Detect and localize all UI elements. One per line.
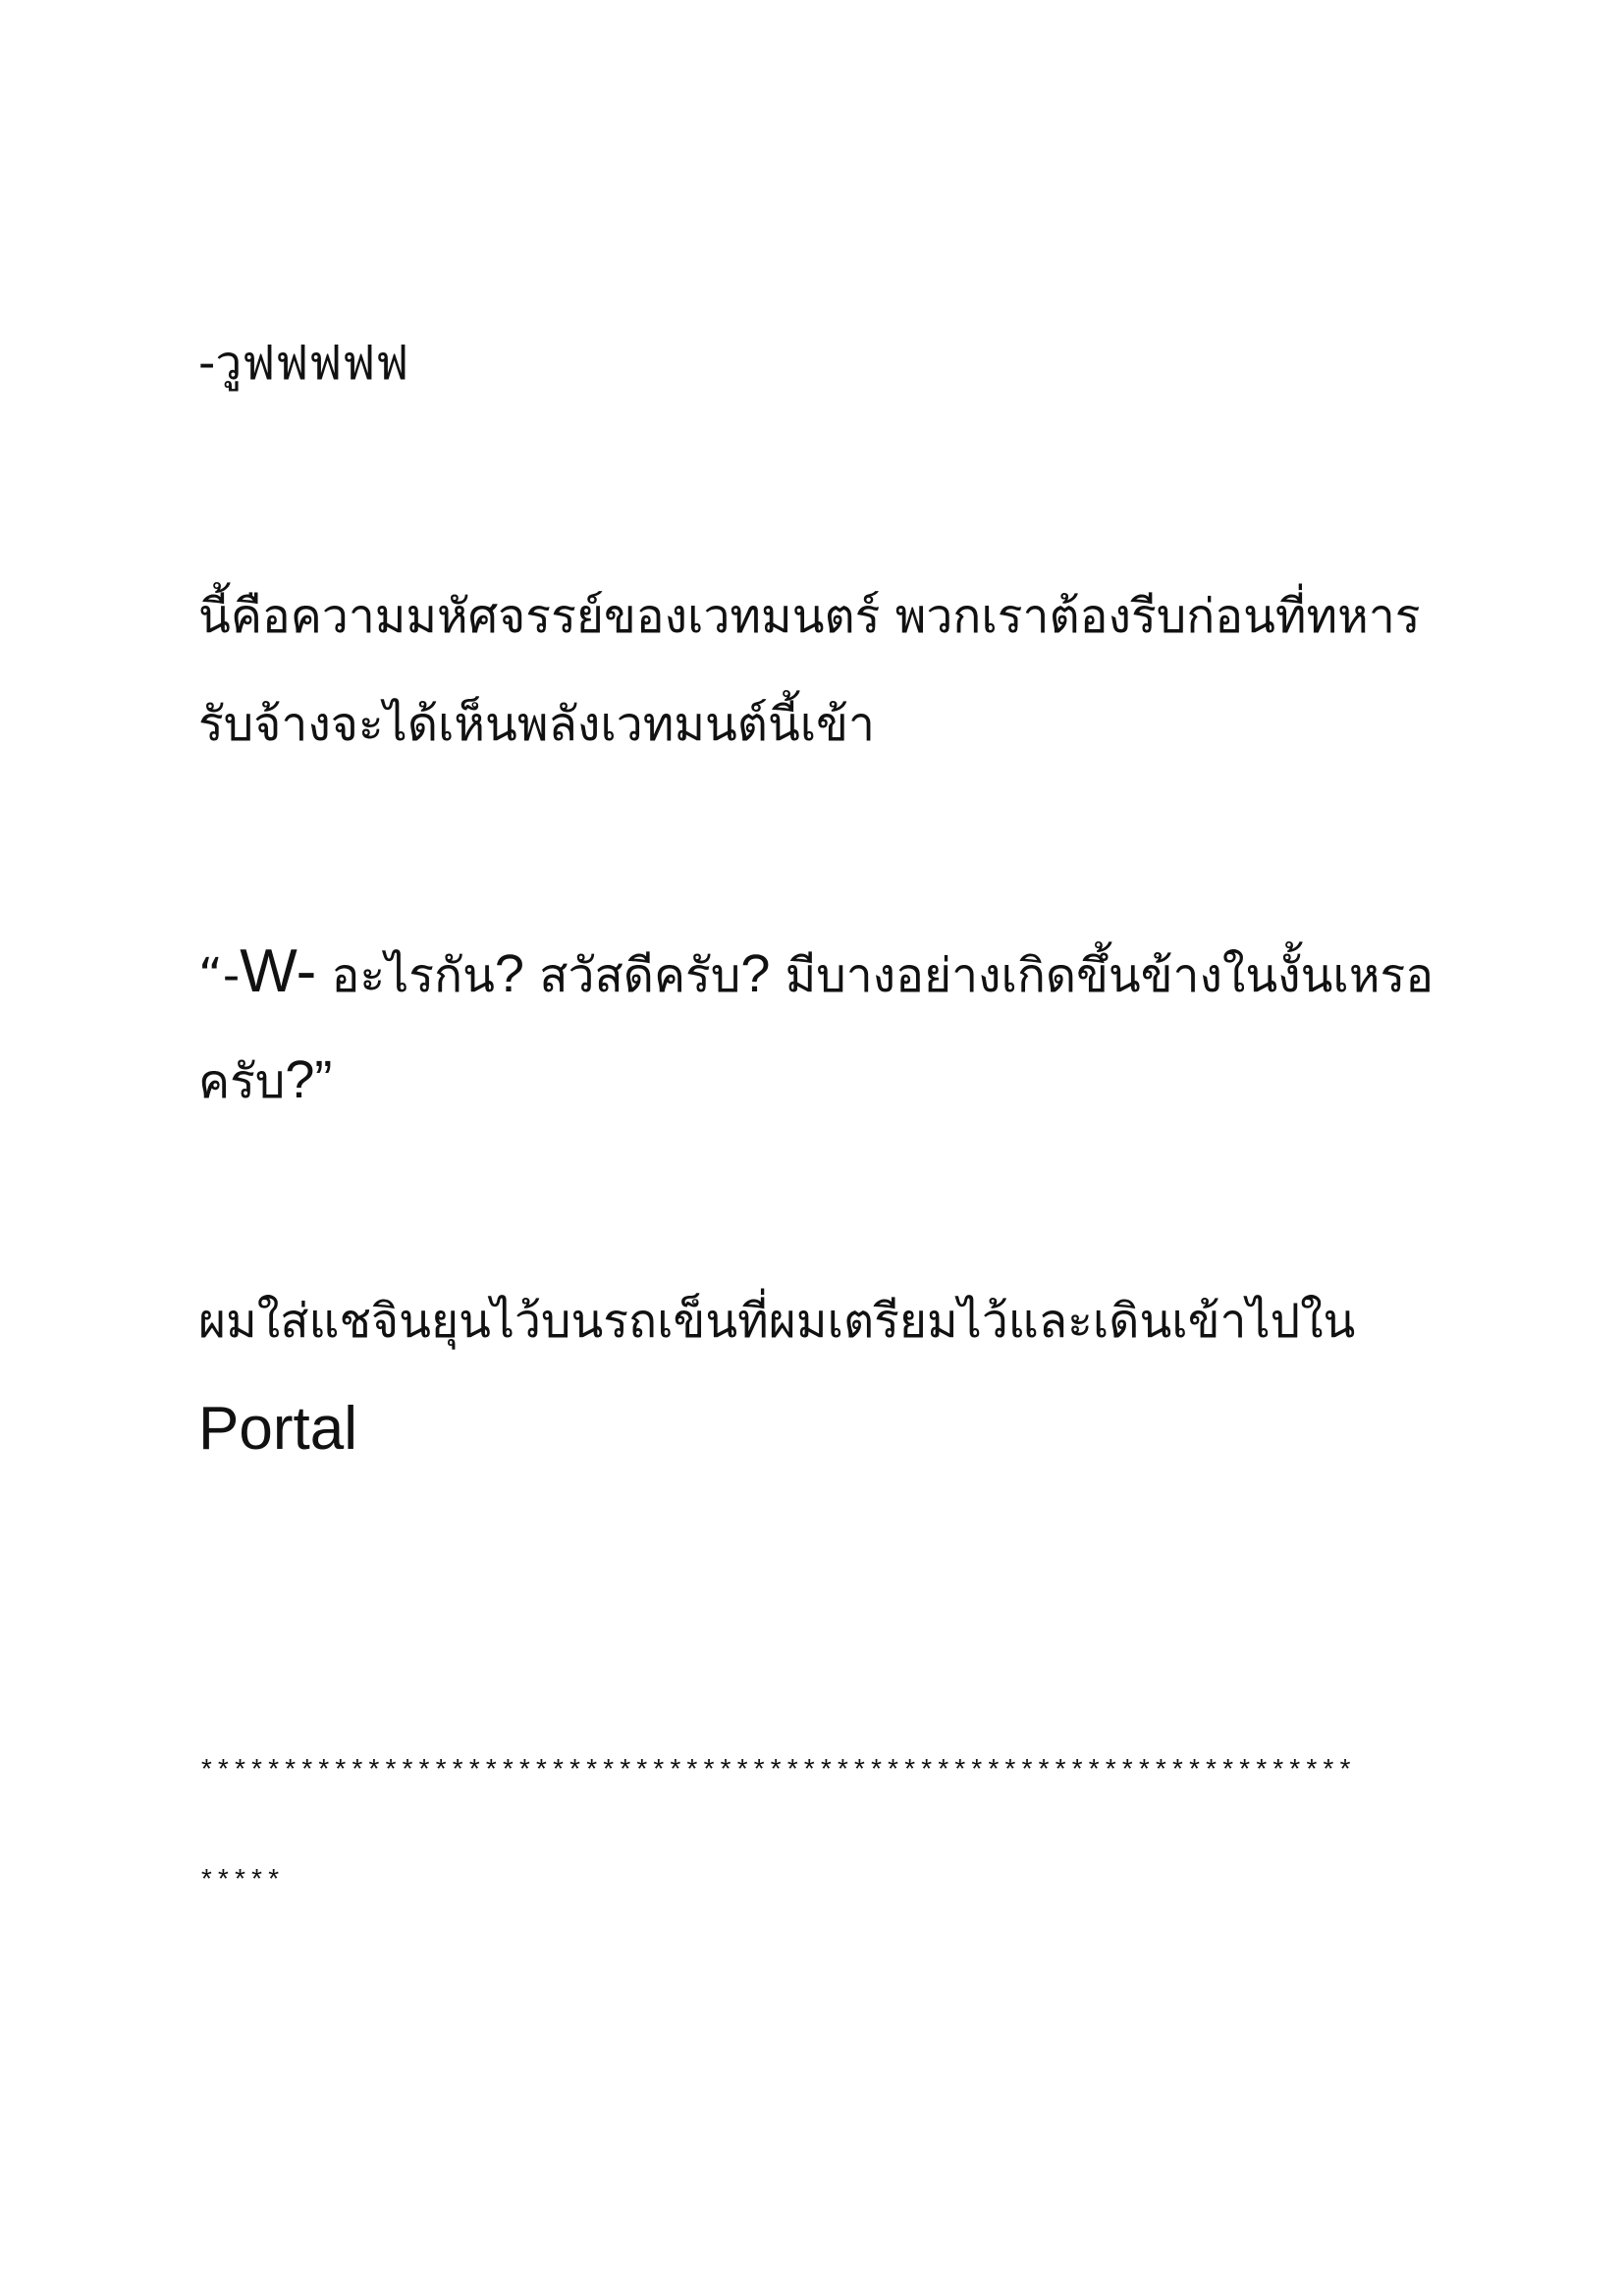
dialogue-text-4: ครับ [198, 1054, 286, 1109]
paragraph-portal-line-2: Portal [198, 1395, 357, 1463]
paragraph-sound-effect: -วูฟฟฟฟฟ [198, 336, 409, 391]
paragraph-magic-line-1: นี้คือความมหัศจรรย์ของเวทมนตร์ พวกเราต้องรีบก่อนที่ทหาร [198, 589, 1421, 644]
separator-line-1: ********************************************************************* [198, 1757, 1354, 1788]
dialogue-text-2: สวัสดีครับ [523, 948, 741, 1003]
paragraph-magic-line-2: รับจ้างจะได้เห็นพลังเวทมนต์นี้เข้า [198, 697, 875, 752]
question-mark-3: ? [285, 1050, 315, 1109]
dialogue-text-1: อะไรกัน [316, 948, 495, 1003]
w-letter: W [240, 937, 297, 1005]
paragraph-dialogue-line-2 [198, 1048, 332, 1113]
open-quote: “- [198, 948, 241, 1003]
question-mark-2: ? [740, 944, 771, 1003]
dash: - [296, 937, 317, 1005]
separator-line-2: ***** [198, 1867, 283, 1897]
dialogue-text-3: มีบางอย่างเกิดขึ้นข้างในงั้นเหรอ [770, 948, 1435, 1003]
close-quote: ” [314, 1050, 333, 1109]
paragraph-dialogue-line-1 [198, 937, 1435, 1007]
question-mark-1: ? [494, 944, 524, 1003]
paragraph-portal-line-1: ผมใส่แชจินยุนไว้บนรถเข็นที่ผมเตรียมไว้และเดินเข้าไปใน [198, 1294, 1356, 1349]
